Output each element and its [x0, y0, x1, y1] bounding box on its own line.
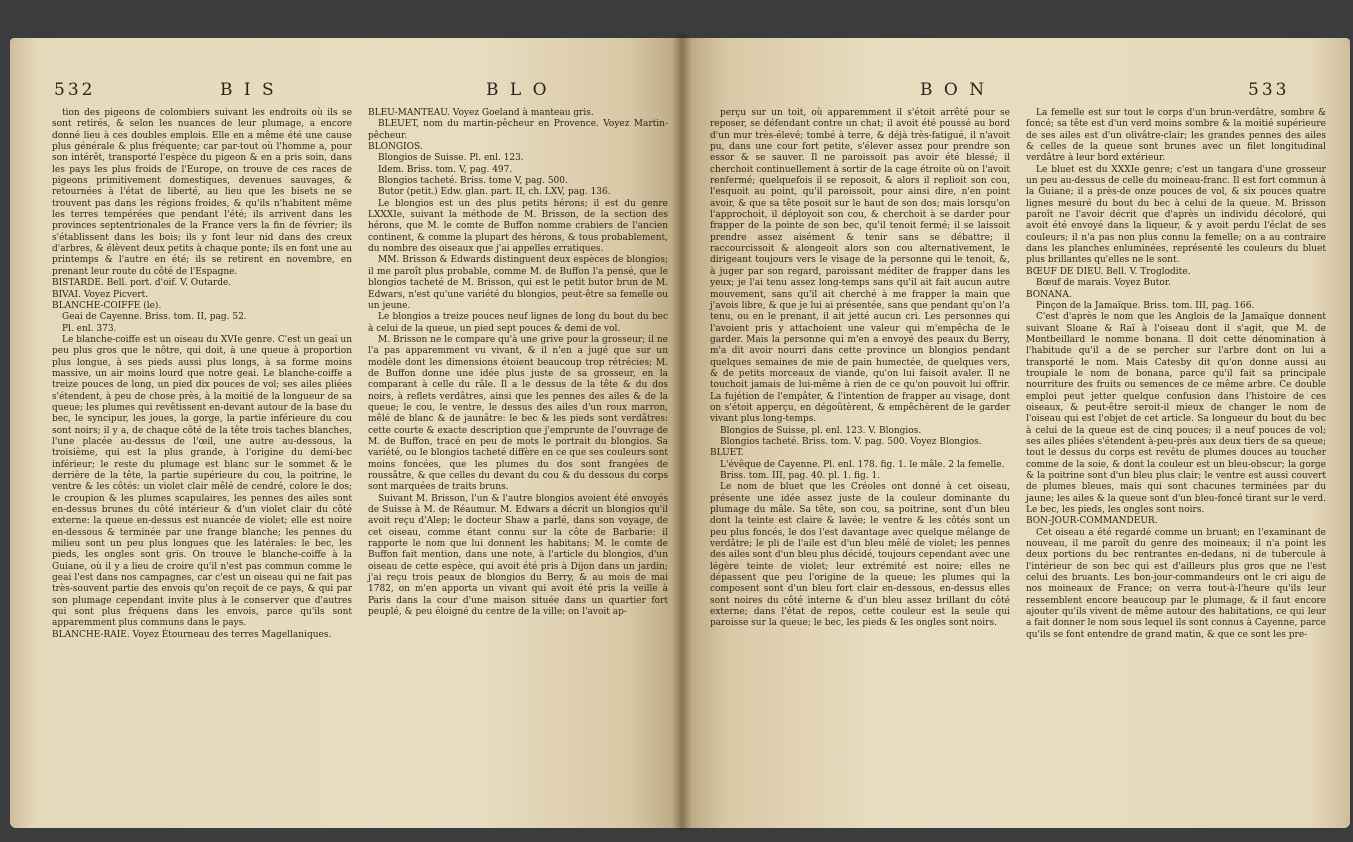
left-page-header-left: B I S: [220, 80, 277, 100]
right-page: [682, 38, 1350, 828]
left-page-number: 532: [54, 80, 96, 100]
book-gutter: [672, 34, 692, 830]
paragraph: Blongios de Suisse, pl. enl. 123. V. Blongios.: [720, 425, 922, 436]
paragraph: Idem. Briss. tom. V, pag. 497.: [378, 164, 513, 175]
entry-heading: BLONGIOS.: [368, 142, 423, 153]
left-page: [10, 38, 682, 828]
left-page-header-right: B L O: [486, 80, 550, 100]
right-column-1: [710, 108, 1010, 630]
entry-heading: BON-JOUR-COMMANDEUR.: [1026, 516, 1158, 527]
entry-heading: BLANCHE-RAIE. Voyez Étourneau des terres Magellaniques.: [52, 629, 332, 640]
paragraph: BLEUET, nom du martin-pêcheur en Provence. Voyez Martin-pêcheur.: [368, 119, 668, 141]
open-book: [10, 28, 1350, 834]
paragraph: Cet oiseau a été regardé comme un bruant; en l'examinant de nouveau, il me paroît du genre des moineaux; il n'a point les deux portions du bec rentrantes en-dedans, ni de tubercule à l'intérieur de son bec qui est d'ailleurs plus gros que ne l'est celui des bruants. Les bon-jour-commandeurs ont le cri aigu de nos moineaux de France; on verra tout-à-l'heure qu'ils leur ressemblent encore beaucoup par le plumage, & il faut encore ajouter qu'ils vivent de même autour des habitations, ce qui leur a fait donner le nom sous lequel ils sont connus à Cayenne, parce qu'ils se font entendre de grand matin, & que ce sont les pre-: [1026, 527, 1326, 640]
entry-heading: BŒUF DE DIEU. Bell. V. Troglodite.: [1026, 266, 1191, 277]
paragraph: Blongios tacheté. Briss. tome V, pag. 500.: [378, 176, 568, 187]
paragraph: C'est d'après le nom que les Anglois de la Jamaïque donnent suivant Sloane & Raï à l'oiseau dont il s'agit, que M. de Montbeillard le nomme bonana. Il doit cette dénomination à l'habitude qu'il a de se percher sur l'arbre dont on lui a transporté le nom. Mais Catesby dit qu'on donne aussi au troupiale le nom de bonana, parce qu'il fait sa principale nourriture des fruits ou semences de ce même arbre. Ce double emploi peut jetter quelque confusion dans l'histoire de ces oiseaux, & peut-être seroit-il mieux de changer le nom de l'oiseau qui est l'objet de cet article. Sa longueur du bout du bec à celui de la queue est de cinq pouces; il a neuf pouces de vol; ses ailes pliées s'étendent à-peu-près aux deux tiers de sa queue; tout le dessus du corps est revêtu de plumes douces au toucher comme de la soie, & dont la couleur est un bleu-obscur; la gorge & la poitrine sont d'un bleu plus clair; le ventre est aussi couvert de plumes bleues, mais qui sont chacunes terminées par du jaune; les ailes & la queue sont d'un bleu-foncé tirant sur le verd. Le bec, les pieds, les ongles sont noirs.: [1026, 312, 1326, 516]
paragraph: perçu sur un toit, où apparemment il s'étoit arrêté pour se reposer, se défendant contre un chat; il avoit été poussé au bord d'un mur très-élevé; tombé à terre, & déjà très-fatigué, il n'avoit pu, dans une cour fort petite, s'élever assez pour prendre son essor & se sauver. Il ne paroissoit pas avoir été blessé; il cherchoit continuellement à sortir de la cage étroite où on l'avoit renfermé; quelquefois il se reposoit, & alors il replioit son cou, l'esquoit au point, qu'il paroissoit, pour ainsi dire, n'en point avoir, & que sa tête posoit sur le haut de son dos; mais lorsqu'on l'approchoit, il déployoit son cou, & cherchoit à se darder pour frapper de la pointe de son bec, qu'il tenoit fermé; il se laissoit prendre assez aisément & tenir sans se débattre; il raccourcissoit & alongeoit alors son cou alternativement, le dirigeant toujours vers le visage de la personne qui le tenoit, &, à juger par son regard, paroissant méditer de frapper dans les yeux; je l'ai tenu assez long-temps sans qu'il ait fait aucun autre mouvement, sans qu'il ait cherché à me frapper la main que j'avois libre, & que je lui ai présentée, sans que pendant qu'on l'a tenu, ou en le prenant, il ait jetté aucun cri. Les personnes qui l'avoient pris y attachoient une valeur qui m'empêcha de le garder. Mais la personne qui m'en a envoyé des peaux du Berry, m'a dit avoir nourri dans cette province un blongios pendant quelques semaines de mie de pain humectée, de quelques vers, & de petits morceaux de viande, qu'on lui faisoit avaler. Il ne touchoit jamais de lui-même à rien de ce qu'on pouvoit lui offrir. La fujétion de l'empâter, & l'intention de frapper au visage, dont on s'étoit apperçu, en dégoûtèrent, & empêchèrent de le garder vivant plus long-temps.: [710, 108, 1010, 425]
paragraph: L'évêque de Cayenne. Pl. enl. 178. fig. 1. le mâle. 2 la femelle.: [720, 459, 1005, 470]
entry-heading: BLANCHE-COIFFE (le).: [52, 300, 162, 311]
paragraph: MM. Brisson & Edwards distinguent deux espèces de blongios; il me paroît plus probable, comme M. de Buffon l'a pensé, que le blongios tacheté de M. Brisson, qui est le petit butor brun de M. Edwars, n'est qu'une variété du blongios, peut-être sa femelle ou un jeune.: [368, 255, 668, 311]
paragraph: Bœuf de marais. Voyez Butor.: [1036, 278, 1171, 289]
paragraph: tion des pigeons de colombiers suivant les endroits où ils se sont retirés, & selon les nuances de leur plumage, a encore donné lieu à ces doubles emplois. Elle en a même été une cause plus générale & plus fréquente; car par-tout où l'homme a, pour son intérêt, transporté l'espèce du pigeon & en a pris soin, dans les pays les plus froids de l'Europe, on trouve de ces races de pigeons primitivement domestiques, devenues sauvages, & retournées à l'état de liberté, au lieu que les bisets ne se trouvent pas dans les régions froides, & qu'ils n'habitent même les terres tempérées que pendant l'été; ils arrivent dans les provinces septentrionales de la France vers la fin de février; ils s'établissent dans les bois; ils y font leur nid dans des creux d'arbres, & élèvent deux petits à chaque ponte; ils en font une au printemps & l'autre en été; ils se retirent en novembre, en prenant leur route du côté de l'Espagne.: [52, 108, 352, 277]
entry-heading: BLEU-MANTEAU. Voyez Goeland à manteau gris.: [368, 108, 594, 118]
paragraph: Le blanche-coiffe est un oiseau du XVIe genre. C'est un geai un peu plus gros que le nôtre, qui doit, à une queue à proportion plus longue, à ses pieds aussi plus longs, à sa forme moins massive, un air moins lourd que notre geai. Le blanche-coiffe a treize pouces de long, un pied dix pouces de vol; ses ailes pliées s'étendent, à peu de chose près, à la moitié de la longueur de sa queue; les plumes qui revêtissent en-devant autour de la base du bec, le syncipur, les joues, la gorge, la partie inférieure du cou sont noirs; il y a, de chaque côté de la tête trois taches blanches, l'une placée au-dessus de l'œil, une autre au-dessous, la troisième, qui est la plus grande, à l'origine du demi-bec inférieur; le reste du plumage est blanc sur le sommet & le derrière de la tête, la partie supérieure du cou, la poitrine, le ventre & les côtés: un violet clair mêlé de cendré, colore le dos; le croupion & les plumes scapulaires, les pennes des ailes sont en-dessus brunes du côté intérieur & d'un violet clair du côté externe: la queue en-dessus est nuancée de violet; elle est noire en-dessous & terminée par une frange blanche; les pennes du milieu sont un peu plus longues que les latérales: le bec, les pieds, les ongles sont gris. On trouve le blanche-coiffe à la Guiane, où il y a lieu de croire qu'il n'est pas commun comme le geai l'est dans nos campagnes, car c'est un oiseau qui ne fait pas très-souvent partie des envois qu'on reçoit de ce pays, & qui par son plumage cependant invite plus à le conserver que d'autres qui sont plus fréquens dans les envois, parce qu'ils sont apparemment plus communs dans le pays.: [52, 334, 352, 629]
paragraph: M. Brisson ne le compare qu'à une grive pour la grosseur; il ne l'a pas apparemment vu vivant, & il n'en a jugé que sur un modèle dont les dimensions étoient beaucoup trop rétrécies; M. de Buffon donne une idée plus juste de sa grosseur, en la comparant à celle du râle. Il a le dessus de la tête & du dos noirs, à reflets verdâtres, ainsi que les pennes des ailes & de la queue; le cou, le ventre, le dessus des ailes d'un roux marron, mêlé de blanc & de jaunâtre: le bec & les pieds sont verdâtres: cette courte & exacte description que j'emprunte de l'ouvrage de M. de Buffon, tracé en peu de mots le portrait du blongios. Sa variété, ou le blongios tacheté diffère en ce que ses couleurs sont moins foncées, que les plumes du dos sont frangées de roussâtre, & que celles du devant du cou & du dessous du corps sont marquées de traits bruns.: [368, 334, 668, 493]
paragraph: Le bluet est du XXXIe genre; c'est un tangara d'une grosseur un peu au-dessus de celle du moineau-franc. Il est fort commun à la Guiane; il a près-de onze pouces de vol, & six pouces quatre lignes mesuré du bout du bec à celui de la queue. M. Brisson paroît ne l'avoir décrit que d'après un individu décoloré, qui avoit été envoyé dans la liqueur, & y avoit perdu l'éclat de ses couleurs; il n'a pas non plus connu la femelle; on a au contraire dans les planches enluminées, représenté les couleurs du bluet plus brillantes qu'elles ne le sont.: [1026, 164, 1326, 266]
paragraph: Le blongios a treize pouces neuf lignes de long du bout du bec à celui de la queue, un pied sept pouces & demi de vol.: [368, 312, 668, 334]
paragraph: Pl. enl. 373.: [62, 323, 117, 334]
paragraph: Suivant M. Brisson, l'un & l'autre blongios avoient été envoyés de Suisse à M. de Réaumur. M. Edwars a décrit un blongios qu'il avoit reçu d'Alep; le docteur Shaw a parlé, dans son voyage, de cet oiseau, comme étant connu sur la côte de Barbarie: il rapporte le nom que lui donnent les habitans; M. le comte de Buffon fait mention, dans une note, à l'article du blongios, d'un oiseau de cette espèce, qui avoit été pris à Dijon dans un jardin; j'ai reçu trois peaux de blongios du Berry, & au mois de mai 1782, on m'en apporta un vivant qui avoit été pris la veille à Paris dans la cour d'une maison située dans un quartier fort peuplé, & peu éloigné du centre de la ville; on l'avoit ap-: [368, 493, 668, 618]
left-column-1: [52, 108, 352, 641]
right-page-header: B O N: [920, 80, 988, 100]
entry-heading: BLUET.: [710, 448, 744, 459]
entry-heading: BIVAI. Voyez Picvert.: [52, 289, 149, 300]
paragraph: Briss. tom. III, pag. 40. pl. 1. fig. 1.: [720, 471, 881, 481]
paragraph: Le blongios est un des plus petits hérons; il est du genre LXXXIe, suivant la méthode de M. Brisson, de la section des hérons, que M. le comte de Buffon nomme crabiers de l'ancien continent, & comme la plupart des hérons, & tous probablement, du nombre des oiseaux que j'ai appelles erratiques.: [368, 198, 668, 255]
paragraph: Geai de Cayenne. Briss. tom. II, pag. 52.: [62, 312, 247, 323]
paragraph: Le nom de bluet que les Créoles ont donné à cet oiseau, présente une idée assez juste de la couleur dominante du plumage du mâle. Sa tête, son cou, sa poitrine, sont d'un bleu dont la teinte est claire & lavée; le ventre & les côtés sont un peu plus foncés, le dos l'est davantage avec quelque mélange de verdâtre; le pli de l'aile est d'un bleu mêlé de violet; les pennes des ailes sont d'un bleu plus décidé, toujours cependant avec une légère teinte de violet; leur extrémité est noire; elles ne dépassent que peu l'origine de la queue; les plumes qui la composent sont d'un bleu fort clair en-dessous, en-dessus elles sont noires du côté interne & d'un bleu assez brillant du côté externe; dans l'état de repos, cette couleur est la seule qui paroisse sur la queue; le bec, les pieds & les ongles sont noirs.: [710, 482, 1010, 629]
paragraph: Blongios tacheté. Briss. tom. V. pag. 500. Voyez Blongios.: [720, 436, 982, 447]
paragraph: Pinçon de la Jamaïque. Briss. tom. III, pag. 166.: [1036, 300, 1255, 311]
entry-heading: BONANA.: [1026, 289, 1072, 300]
right-column-2: [1026, 108, 1326, 641]
entry-heading: BISTARDE. Bell. port. d'oif. V. Outarde.: [52, 278, 232, 289]
paragraph: Butor (petit.) Edw. glan. part. II, ch. LXV, pag. 136.: [378, 187, 611, 198]
paragraph: La femelle est sur tout le corps d'un brun-verdâtre, sombre & foncé; sa tête est d'un verd moins sombre & la moitié supérieure de ses ailes est d'un olivâtre-clair; les grandes pennes des ailes & celles de la queue sont brunes avec un filet longitudinal verdâtre à leur bord extérieur.: [1026, 108, 1326, 164]
paragraph: Blongios de Suisse. Pl. enl. 123.: [378, 153, 524, 164]
left-column-2: [368, 108, 668, 618]
right-page-number: 533: [1248, 80, 1290, 100]
